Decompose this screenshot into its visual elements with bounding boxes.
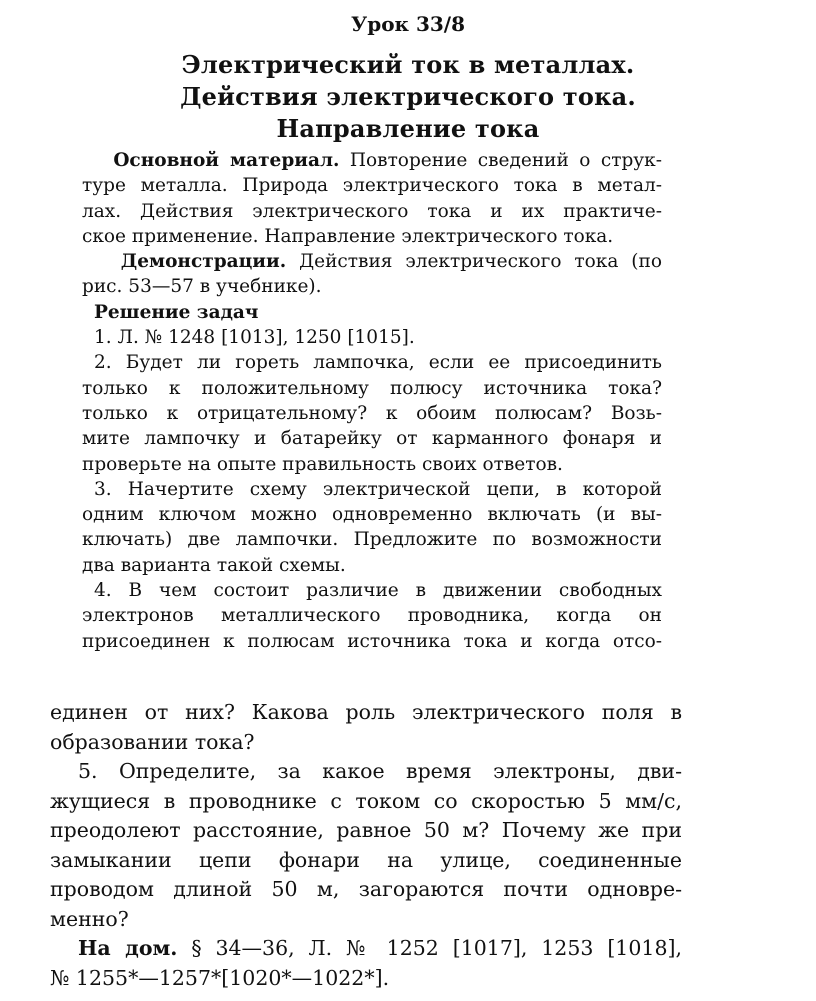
material-line: туре металла. Природа электрического тока в метал- [82, 175, 662, 197]
material-paragraph [82, 148, 662, 173]
homework-line: № 1255*—1257*[1020*—1022*]. [50, 965, 390, 990]
material-label: Основной материал. [113, 150, 340, 171]
title-line-3: Направление тока [276, 114, 540, 143]
task-5-line: преодолеют расстояние, равное 50 м? Почему же при [50, 818, 682, 842]
homework-line [50, 934, 682, 964]
task-5-line: жущиеся в проводнике с током со скоростью 5 мм/с, [50, 788, 682, 813]
task-5-line: 5. Определите, за какое время электроны, дви- [78, 759, 682, 783]
demo-label: Демонстрации. [120, 251, 287, 273]
tasks-heading: Решение задач [94, 301, 259, 323]
title-line-1: Электрический ток в металлах. [181, 50, 635, 79]
task-2-line: только к отрицательному? к обоим полюсам? Возь- [82, 402, 662, 424]
task-5-line: замыкании цепи фонари на улице, соединенные [50, 847, 682, 872]
task-3-line: одним ключом можно одновременно включать (и вы- [82, 504, 662, 526]
lesson-number: Урок 33/8 [350, 12, 465, 36]
material-line: лах. Действия электрического тока и их практиче- [82, 200, 662, 222]
main-text-block [82, 148, 662, 654]
demo-paragraph [82, 249, 662, 274]
material-line: ское применение. Направление электрического тока. [82, 225, 614, 247]
task-2-line: 2. Будет ли гореть лампочка, если ее присоединить [94, 352, 662, 374]
continuation-text-block [50, 698, 682, 993]
task-1: 1. Л. № 1248 [1013], 1250 [1015]. [94, 327, 415, 349]
task-2-line: мите лампочку и батарейку от карманного фонаря и [82, 428, 662, 450]
task-2-line: проверьте на опыте правильность своих ответов. [82, 453, 563, 475]
material-line: Повторение сведений о струк- [349, 150, 662, 171]
task-2-line: только к положительному полюсу источника тока? [82, 377, 662, 399]
task-3-line: ключать) две лампочки. Предложите по возможности [82, 529, 662, 551]
task-4-line: электронов металлического проводника, когда он [82, 605, 662, 627]
task-4-cont-line: образовании тока? [50, 729, 255, 754]
task-5-line: проводом длиной 50 м, загораются почти одновре- [50, 877, 682, 901]
homework-text: § 34—36, Л. № 1252 [1017], 1253 [1018], [191, 936, 682, 960]
demo-line: Действия электрического тока (по [299, 251, 662, 273]
title-line-2: Действия электрического тока. [180, 82, 636, 111]
task-4-cont-line: единен от них? Какова роль электрического поля в [50, 700, 682, 724]
task-5-line: менно? [50, 906, 129, 931]
homework-label: На дом. [78, 936, 178, 960]
demo-line: рис. 53—57 в учебнике). [82, 276, 322, 298]
task-4-line: присоединен к полюсам источника тока и когда отсо- [82, 630, 662, 652]
task-3-line: 3. Начертите схему электрической цепи, в которой [94, 478, 662, 500]
task-4-line: 4. В чем состоит различие в движении свободных [94, 580, 662, 602]
task-3-line: два варианта такой схемы. [82, 554, 346, 576]
